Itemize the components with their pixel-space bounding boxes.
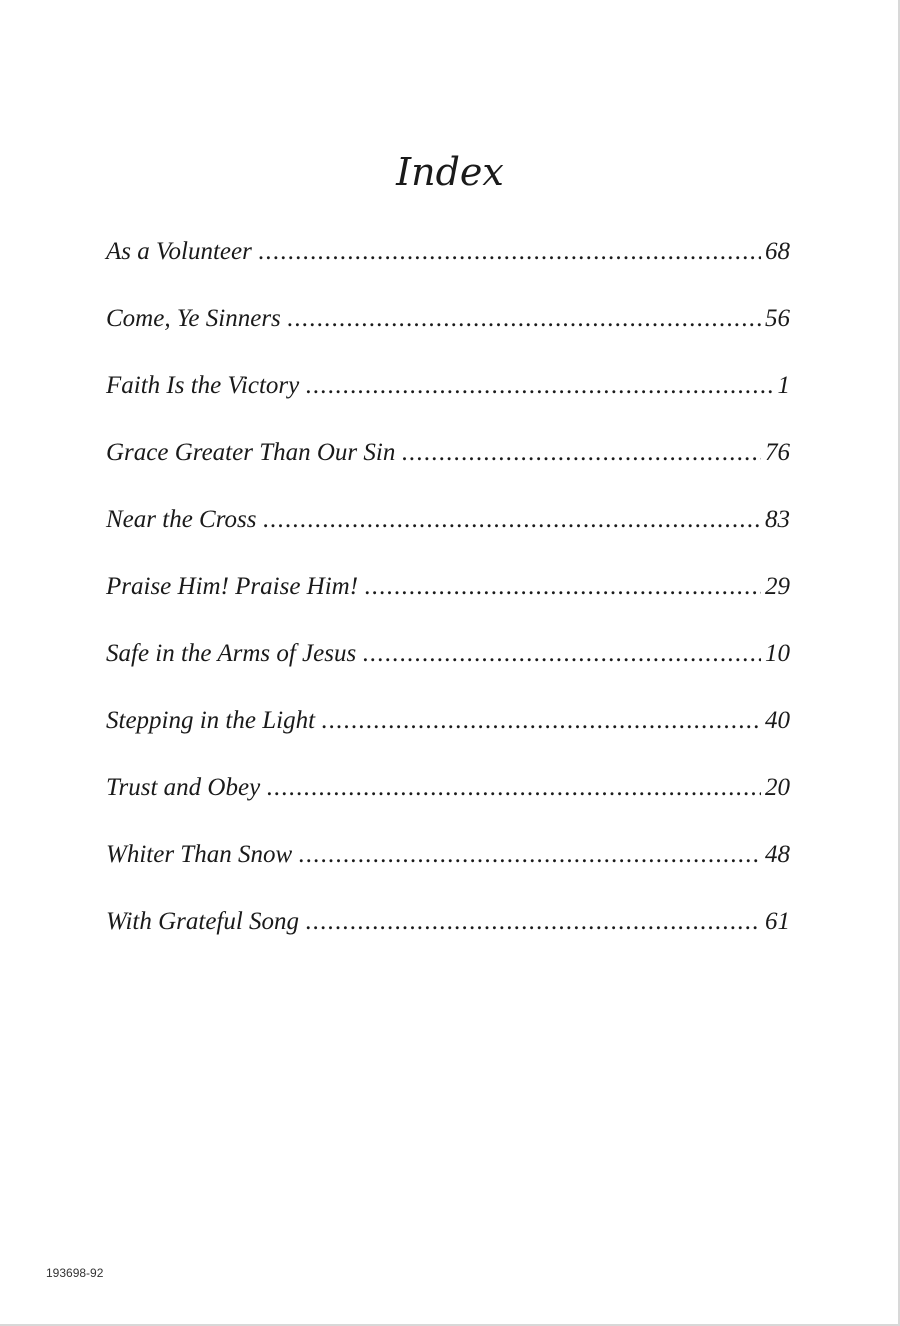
page-title: Index [396,150,504,194]
dot-leader [258,238,761,266]
index-entry[interactable] [106,640,790,707]
entry-title: Praise Him! Praise Him! [106,573,359,600]
entry-title: Grace Greater Than Our Sin [106,439,396,466]
index-entry[interactable] [106,305,790,372]
entry-title: Safe in the Arms of Jesus [106,640,357,667]
entry-page-number: 20 [765,774,790,801]
dot-leader [266,774,761,802]
entry-page-number: 61 [765,908,790,935]
dot-leader [298,841,761,869]
index-list [106,238,790,975]
entry-page-number: 48 [765,841,790,868]
entry-page-number: 40 [765,707,790,734]
entry-title: Trust and Obey [106,774,261,801]
entry-page-number: 76 [765,439,790,466]
dot-leader [305,372,773,400]
entry-title: Whiter Than Snow [106,841,293,868]
entry-page-number: 10 [765,640,790,667]
index-entry[interactable] [106,908,790,975]
index-entry[interactable] [106,707,790,774]
entry-page-number: 83 [765,506,790,533]
dot-leader [262,506,761,534]
entry-page-number: 56 [765,305,790,332]
entry-page-number: 68 [765,238,790,265]
entry-page-number: 29 [765,573,790,600]
index-entry[interactable] [106,506,790,573]
dot-leader [305,908,761,936]
dot-leader [364,573,761,601]
entry-title: Faith Is the Victory [106,372,300,399]
index-entry[interactable] [106,439,790,506]
footer-catalog-number: 193698-92 [46,1266,104,1280]
entry-title: With Grateful Song [106,908,300,935]
entry-title: Come, Ye Sinners [106,305,281,332]
dot-leader [287,305,761,333]
index-entry[interactable] [106,573,790,640]
index-entry[interactable] [106,841,790,908]
dot-leader [321,707,761,735]
dot-leader [401,439,761,467]
entry-title: Near the Cross [106,506,257,533]
entry-title: As a Volunteer [106,238,252,265]
index-entry[interactable] [106,774,790,841]
dot-leader [362,640,761,668]
entry-page-number: 1 [777,372,790,399]
entry-title: Stepping in the Light [106,707,316,734]
index-entry[interactable] [106,372,790,439]
index-entry[interactable] [106,238,790,305]
